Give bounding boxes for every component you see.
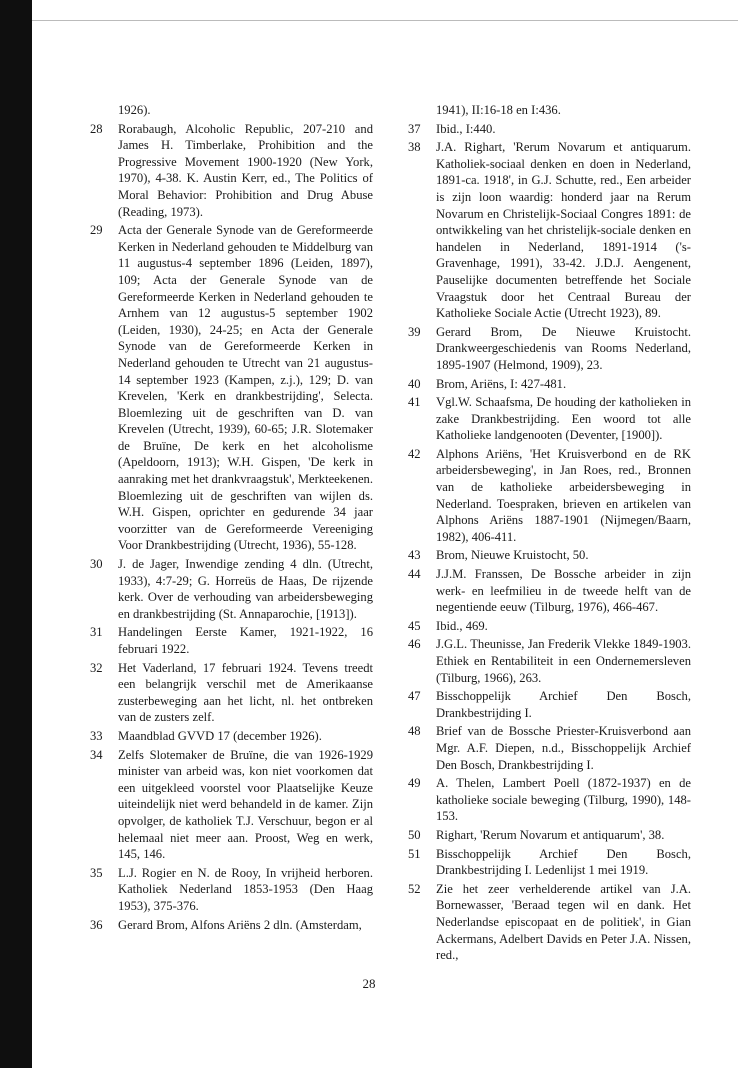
footnote-text: 1926). xyxy=(118,103,151,117)
footnotes-right-column xyxy=(408,102,691,966)
footnote-text: Ibid., I:440. xyxy=(436,121,496,136)
footnote-number: 48 xyxy=(408,724,421,739)
footnote-number: 50 xyxy=(408,827,421,842)
footnote-text: Brom, Ariëns, I: 427-481. xyxy=(436,376,567,391)
footnote-number: 40 xyxy=(408,376,421,391)
footnote-text: A. Thelen, Lambert Poell (1872-1937) en de katholieke sociale beweging (Tilburg, 1990), 148-153. xyxy=(436,776,691,824)
footnote-43 xyxy=(408,547,691,564)
footnote-number: 39 xyxy=(408,324,421,339)
footnote-31 xyxy=(90,624,373,657)
footnote-49 xyxy=(408,775,691,825)
footnote-number: 47 xyxy=(408,689,421,704)
footnote-text: Gerard Brom, Alfons Ariëns 2 dln. (Amsterdam, xyxy=(118,917,362,932)
scan-edge-top xyxy=(32,0,738,21)
footnote-number: 34 xyxy=(90,747,103,762)
footnote-50 xyxy=(408,827,691,844)
footnote-41 xyxy=(408,394,691,444)
footnote-34 xyxy=(90,747,373,863)
footnote-text: Handelingen Eerste Kamer, 1921-1922, 16 februari 1922. xyxy=(118,625,373,656)
footnote-number: 43 xyxy=(408,548,421,563)
footnote-text: Zie het zeer verhelderende artikel van J.A. Bornewasser, 'Beraad tegen wil en dank. Het Nederlandse episcopaat en de politiek', in Gian Ackermans, Adelbert Davids en Peter J.A. Nissen, red., xyxy=(436,881,691,963)
footnote-40 xyxy=(408,376,691,393)
footnote-45 xyxy=(408,618,691,635)
footnote-36 xyxy=(90,917,373,934)
footnote-text: Rorabaugh, Alcoholic Republic, 207-210 and James H. Timberlake, Prohibition and the Progressive Movement 1900-1920 (New York, 1970), 4-38. K. Austin Kerr, ed., The Politics of Moral Behavior: Prohibition and Drug Abuse (Reading, 1973). xyxy=(118,121,373,219)
footnote-29 xyxy=(90,222,373,554)
footnote-text: J.A. Righart, 'Rerum Novarum et antiquarum. Katholiek-sociaal denken en doen in Nederland, 1891-ca. 1918', in G.J. Schutte, red., Een arbeider is zijn loon waardig: honderd jaar na Rerum Novarum en Christelijk-Sociaal Congres 1891: de ontwikkeling van het christelijk-sociale denken en handelen in Nederland, 1891-1914 ('s-Gravenhage, 1991), 33-42. J.D.J. Aengenent, Pauselijke documenten betreffende het Sociale Vraagstuk door het Centraal Bureau der Katholieke Sociale Actie (Utrecht 1923), 89. xyxy=(436,140,691,321)
footnote-number: 38 xyxy=(408,140,421,155)
footnote-number: 35 xyxy=(90,865,103,880)
footnote-number: 30 xyxy=(90,557,103,572)
footnote-text: Bisschoppelijk Archief Den Bosch, Drankbestrijding I. Ledenlijst 1 mei 1919. xyxy=(436,846,691,878)
footnote-47 xyxy=(408,688,691,721)
page-number: 28 xyxy=(362,976,376,991)
footnote-text: J.J.M. Franssen, De Bossche arbeider in zijn werk- en leefmilieu in de tweede helft van de negentiende eeuw (Tilburg, 1976), 466-467. xyxy=(436,567,691,615)
footnote-48 xyxy=(408,723,691,773)
footnote-text: Het Vaderland, 17 februari 1924. Tevens treedt een belangrijk verschil met de Amerikaanse zusterbeweging aan het licht, nl. het ontbreken van de zusters zelf. xyxy=(118,660,373,725)
footnote-text: J. de Jager, Inwendige zending 4 dln. (Utrecht, 1933), 4:7-29; G. Horreüs de Haas, De rijzende kerk. Over de verhouding van arbeidersbeweging en drankbestrijding (St. Annaparochie, [1913]). xyxy=(118,557,373,621)
footnote-51 xyxy=(408,846,691,879)
footnote-52 xyxy=(408,881,691,964)
footnote-number: 45 xyxy=(408,618,421,633)
footnote-number: 36 xyxy=(90,917,103,932)
footnote-number: 46 xyxy=(408,637,421,652)
footnote-text: Brom, Nieuwe Kruistocht, 50. xyxy=(436,548,589,563)
footnote-number: 29 xyxy=(90,223,103,238)
footnote-text: Acta der Generale Synode van de Gereformeerde Kerken in Nederland gehouden te Middelburg van 11 augustus-4 september 1896 (Leiden, 1897), 109; Acta der Generale Synode van de Gereformeerde Kerken in Nederland gehouden te Arnhem van 12 augustus-5 september 1902 (Leiden, 1930), 24-25; en Acta der Generale Synode van de Gereformeerde Kerken in Nederland gehouden te Utrecht van 21 augustus-14 september 1923 (Kampen, z.j.), 129; D. van Krevelen, 'Kerk en drankbestrijding', Selecta. Bloemlezing uit de geschriften van D. van Krevelen (Utrecht, 1939), 60-65; J.R. Slotemaker de Bruïne, De kerk en het alcoholisme (Apeldoorn, 1913); W.H. Gispen, 'De kerk in aanraking met het drankvraagstuk', Merkteekenen. Bloemlezing uit de geschriften van wijlen ds. W.H. Gispen, oprichter en gedurende 34 jaar voorzitter van de Gereformeerde Vereeniging Voor Drankbestrijding (Utrecht, 1936), 55-128. xyxy=(118,223,373,553)
footnote-text: Ibid., 469. xyxy=(436,618,488,633)
footnote-37 xyxy=(408,121,691,138)
footnote-number: 33 xyxy=(90,728,103,743)
footnote-42 xyxy=(408,446,691,546)
scan-edge-dark xyxy=(0,0,32,1068)
footnote-44 xyxy=(408,566,691,616)
footnote-38 xyxy=(408,139,691,322)
footnote-33 xyxy=(90,728,373,745)
footnote-text: Bisschoppelijk Archief Den Bosch, Drankbestrijding I. xyxy=(436,689,691,720)
footnote-text: L.J. Rogier en N. de Rooy, In vrijheid herboren. Katholiek Nederland 1853-1953 (Den Haag 1953), 375-376. xyxy=(118,865,373,913)
footnote-text: Zelfs Slotemaker de Bruïne, die van 1926-1929 minister van arbeid was, kon niet voorkomen dat een uitgekleed voorstel voor Plaatselijke Keuze uiteindelijk niet werd behandeld in de kamer. Zijn opvolger, de katholiek T.J. Verschuur, begon er al helemaal niet meer aan. Proost, Weg en werk, 145, 146. xyxy=(118,747,373,862)
footnote-number: 32 xyxy=(90,660,103,675)
footnote-number: 28 xyxy=(90,121,103,136)
footnote-number: 49 xyxy=(408,776,421,791)
footnote-continuation xyxy=(408,102,691,119)
footnote-text: J.G.L. Theunisse, Jan Frederik Vlekke 1849-1903. Ethiek en Rentabiliteit in een Ondernemersleven (Tilburg, 1966), 263. xyxy=(436,637,691,685)
footnote-number: 41 xyxy=(408,395,421,410)
footnote-number: 52 xyxy=(408,881,421,896)
footnote-text: Vgl.W. Schaafsma, De houding der katholieken in zake Drankbestrijding. Een woord tot alle Katholieke landgenooten (Deventer, [1900]). xyxy=(436,395,691,443)
footnote-35 xyxy=(90,865,373,915)
footnote-30 xyxy=(90,556,373,622)
footnote-text: Righart, 'Rerum Novarum et antiquarum', 38. xyxy=(436,827,665,842)
footnote-number: 42 xyxy=(408,446,421,461)
footnote-text: Brief van de Bossche Priester-Kruisverbond aan Mgr. A.F. Diepen, n.d., Bisschoppelijk Archief Den Bosch, Drankbestrijding I. xyxy=(436,724,691,772)
footnote-46 xyxy=(408,636,691,686)
footnote-number: 44 xyxy=(408,567,421,582)
footnote-continuation xyxy=(90,102,373,119)
footnotes-left-column xyxy=(90,102,373,935)
footnote-text: Gerard Brom, De Nieuwe Kruistocht. Drankweergeschiedenis van Rooms Nederland, 1895-1907 (Helmond, 1909), 23. xyxy=(436,324,691,372)
footnote-number: 31 xyxy=(90,625,103,640)
footnote-number: 51 xyxy=(408,846,421,861)
footnote-number: 37 xyxy=(408,121,421,136)
footnote-text: Maandblad GVVD 17 (december 1926). xyxy=(118,728,322,743)
footnote-39 xyxy=(408,324,691,374)
footnote-text: Alphons Ariëns, 'Het Kruisverbond en de RK arbeidersbeweging', in Jan Roes, red., Bronnen van de katholieke arbeidersbeweging in Nederland. Toespraken, brieven en artikelen van Alphons Ariëns 1887-1901 (Nijmegen/Baarn, 1982), 406-411. xyxy=(436,446,691,544)
footnote-28 xyxy=(90,121,373,221)
footnote-32 xyxy=(90,660,373,726)
footnote-text: 1941), II:16-18 en I:436. xyxy=(436,103,561,117)
